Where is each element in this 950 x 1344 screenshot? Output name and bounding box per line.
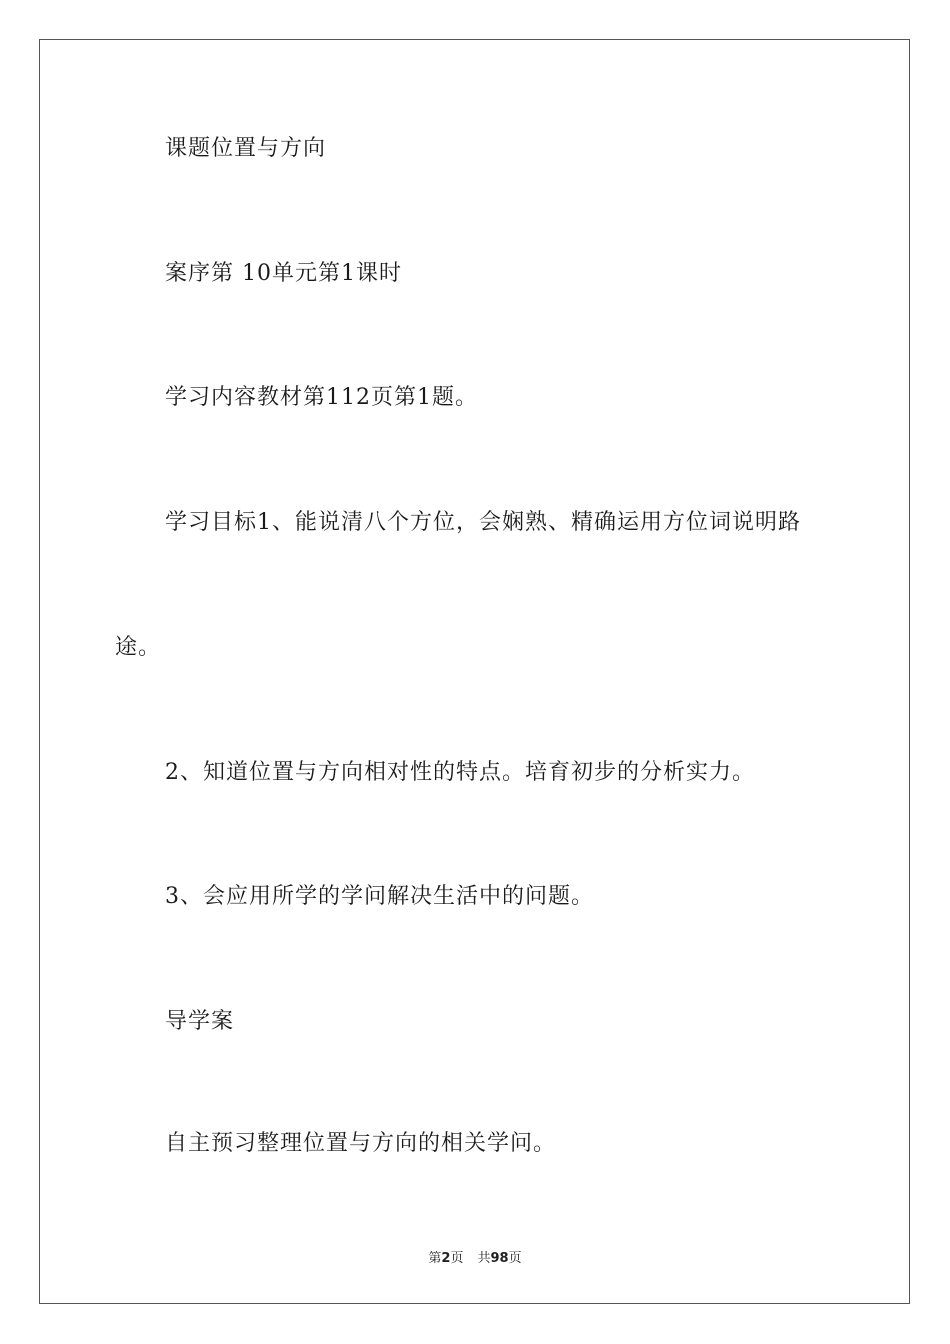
page-number: 2: [441, 1251, 451, 1266]
learning-goal-1: 学习目标1、能说清八个方位，会娴熟、精确运用方位词说明路: [165, 510, 801, 535]
total-prefix: 共: [477, 1251, 491, 1266]
learning-goal-2: 2、知道位置与方向相对性的特点。培育初步的分析实力。: [165, 760, 755, 785]
page-suffix: 页: [450, 1251, 464, 1266]
lesson-sequence: 案序第 10单元第1课时: [165, 261, 402, 286]
self-study-instruction: 自主预习整理位置与方向的相关学问。: [165, 1131, 557, 1156]
page-border: [39, 39, 910, 1304]
learning-goal-3: 3、会应用所学的学问解决生活中的问题。: [165, 884, 594, 909]
total-suffix: 页: [508, 1251, 522, 1266]
lesson-title: 课题位置与方向: [165, 136, 327, 161]
learning-content: 学习内容教材第112页第1题。: [165, 385, 478, 410]
section-heading-guide: 导学案: [165, 1009, 235, 1034]
page-prefix: 第: [428, 1251, 442, 1266]
total-pages: 98: [490, 1251, 509, 1266]
page-footer: [0, 1247, 950, 1266]
learning-goal-1-continued: 途。: [115, 635, 162, 660]
